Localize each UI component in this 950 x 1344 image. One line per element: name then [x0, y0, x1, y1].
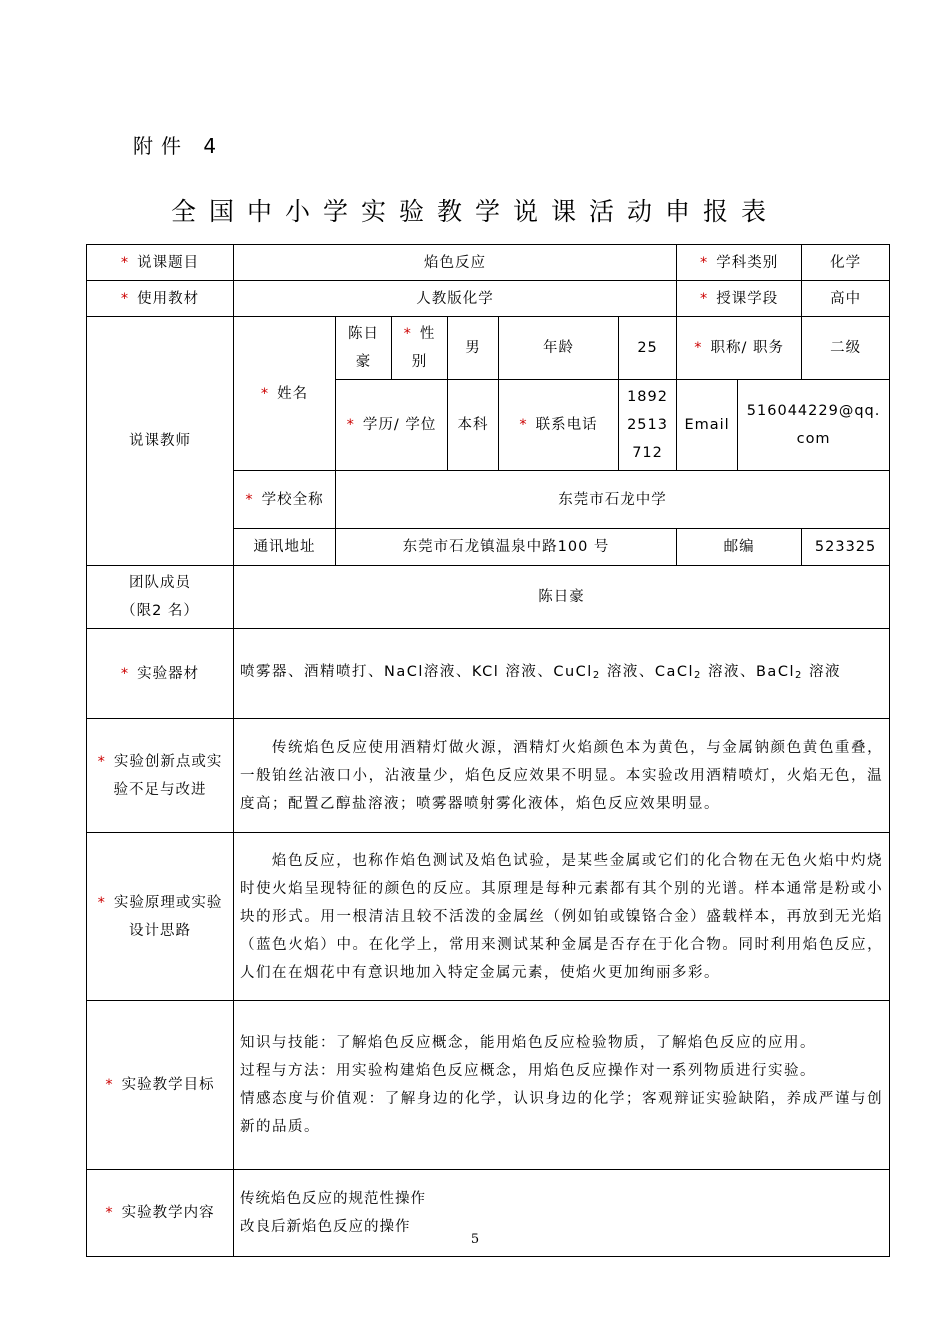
textbook-label: * 使用教材: [87, 281, 234, 317]
school-name-label: * 学校全称: [234, 471, 336, 529]
phone-label: * 联系电话: [499, 380, 619, 471]
row-team: [87, 566, 890, 629]
principle-text: 焰色反应，也称作焰色测试及焰色试验，是某些金属或它们的化合物在无色火焰中灼烧时使火焰呈现特征的颜色的反应。其原理是每种元素都有其个别的光谱。样本通常是粉或小块的形式。用一根清洁且较不活泼的金属丝（例如铂或镍铬合金）盛载样本，再放到无光焰（蓝色火焰）中。在化学上，常用来测试某种金属是否存在于化合物。同时利用焰色反应，人们在在烟花中有意识地加入特定金属元素，使焰火更加绚丽多彩。: [234, 833, 890, 1001]
row-teacher-1: [87, 317, 890, 380]
postcode-value: 523325: [802, 529, 890, 566]
row-topic: [87, 245, 890, 281]
topic-value: 焰色反应: [234, 245, 677, 281]
age-label: 年龄: [499, 317, 619, 380]
textbook-value: 人教版化学: [234, 281, 677, 317]
goal-knowledge: 知识与技能：了解焰色反应概念，能用焰色反应检验物质，了解焰色反应的应用。: [240, 1035, 816, 1051]
form-title: 全国中小学实验教学说课活动申报表: [170, 197, 779, 226]
email-label: Email: [677, 380, 738, 471]
gender-label: * 性别: [392, 317, 448, 380]
goals-label: * 实验教学目标: [87, 1001, 234, 1170]
materials-value: 喷雾器、酒精喷打、NaCl溶液、KCl 溶液、CuCl$_2$ 溶液、CaCl$_2$ 溶液、BaCl$_2$ 溶液: [234, 629, 890, 719]
address-value: 东莞市石龙镇温泉中路100 号: [336, 529, 677, 566]
school-stage-value: 高中: [802, 281, 890, 317]
teacher-section-label: 说课教师: [87, 317, 234, 566]
row-textbook: [87, 281, 890, 317]
name-value: 陈日豪: [336, 317, 392, 380]
innovation-text: 传统焰色反应使用酒精灯做火源，酒精灯火焰颜色本为黄色，与金属钠颜色黄色重叠，一般铂丝沾液口小，沾液量少，焰色反应效果不明显。本实验改用酒精喷灯，火焰无色，温度高；配置乙醇盐溶液；喷雾器喷射雾化液体，焰色反应效果明显。: [234, 719, 890, 833]
row-goals: [87, 1001, 890, 1170]
address-label: 通讯地址: [234, 529, 336, 566]
content-label: * 实验教学内容: [87, 1170, 234, 1257]
row-principle: [87, 833, 890, 1001]
email-value: 516044229@qq.com: [738, 380, 890, 471]
row-innovation: [87, 719, 890, 833]
application-form: [86, 244, 890, 1257]
job-title-label: * 职称/ 职务: [677, 317, 802, 380]
phone-value: 18922513712: [619, 380, 677, 471]
team-value: 陈日豪: [234, 566, 890, 629]
subject-category-value: 化学: [802, 245, 890, 281]
team-label: 团队成员 （限2 名）: [87, 566, 234, 629]
school-stage-label: * 授课学段: [677, 281, 802, 317]
materials-label: * 实验器材: [87, 629, 234, 719]
goal-attitude: 情感态度与价值观：了解身边的化学，认识身边的化学；客观辩证实验缺陷，养成严谨与创新的品质。: [240, 1091, 884, 1135]
content-item: 传统焰色反应的规范性操作: [240, 1191, 426, 1207]
row-materials: [87, 629, 890, 719]
postcode-label: 邮编: [677, 529, 802, 566]
topic-label: * 说课题目: [87, 245, 234, 281]
goal-process: 过程与方法：用实验构建焰色反应概念，用焰色反应操作对一系列物质进行实验。: [240, 1063, 816, 1079]
content-item: 改良后新焰色反应的操作: [240, 1219, 411, 1235]
goals-text: [234, 1001, 890, 1170]
attachment-label: 附件 4: [133, 134, 225, 158]
education-value: 本科: [448, 380, 499, 471]
education-label: * 学历/ 学位: [336, 380, 448, 471]
school-name-value: 东莞市石龙中学: [336, 471, 890, 529]
subject-category-label: * 学科类别: [677, 245, 802, 281]
job-title-value: 二级: [802, 317, 890, 380]
principle-label: * 实验原理或实验设计思路: [87, 833, 234, 1001]
age-value: 25: [619, 317, 677, 380]
page-number: 5: [470, 1232, 480, 1247]
name-label: * 姓名: [234, 317, 336, 471]
innovation-label: * 实验创新点或实验不足与改进: [87, 719, 234, 833]
gender-value: 男: [448, 317, 499, 380]
